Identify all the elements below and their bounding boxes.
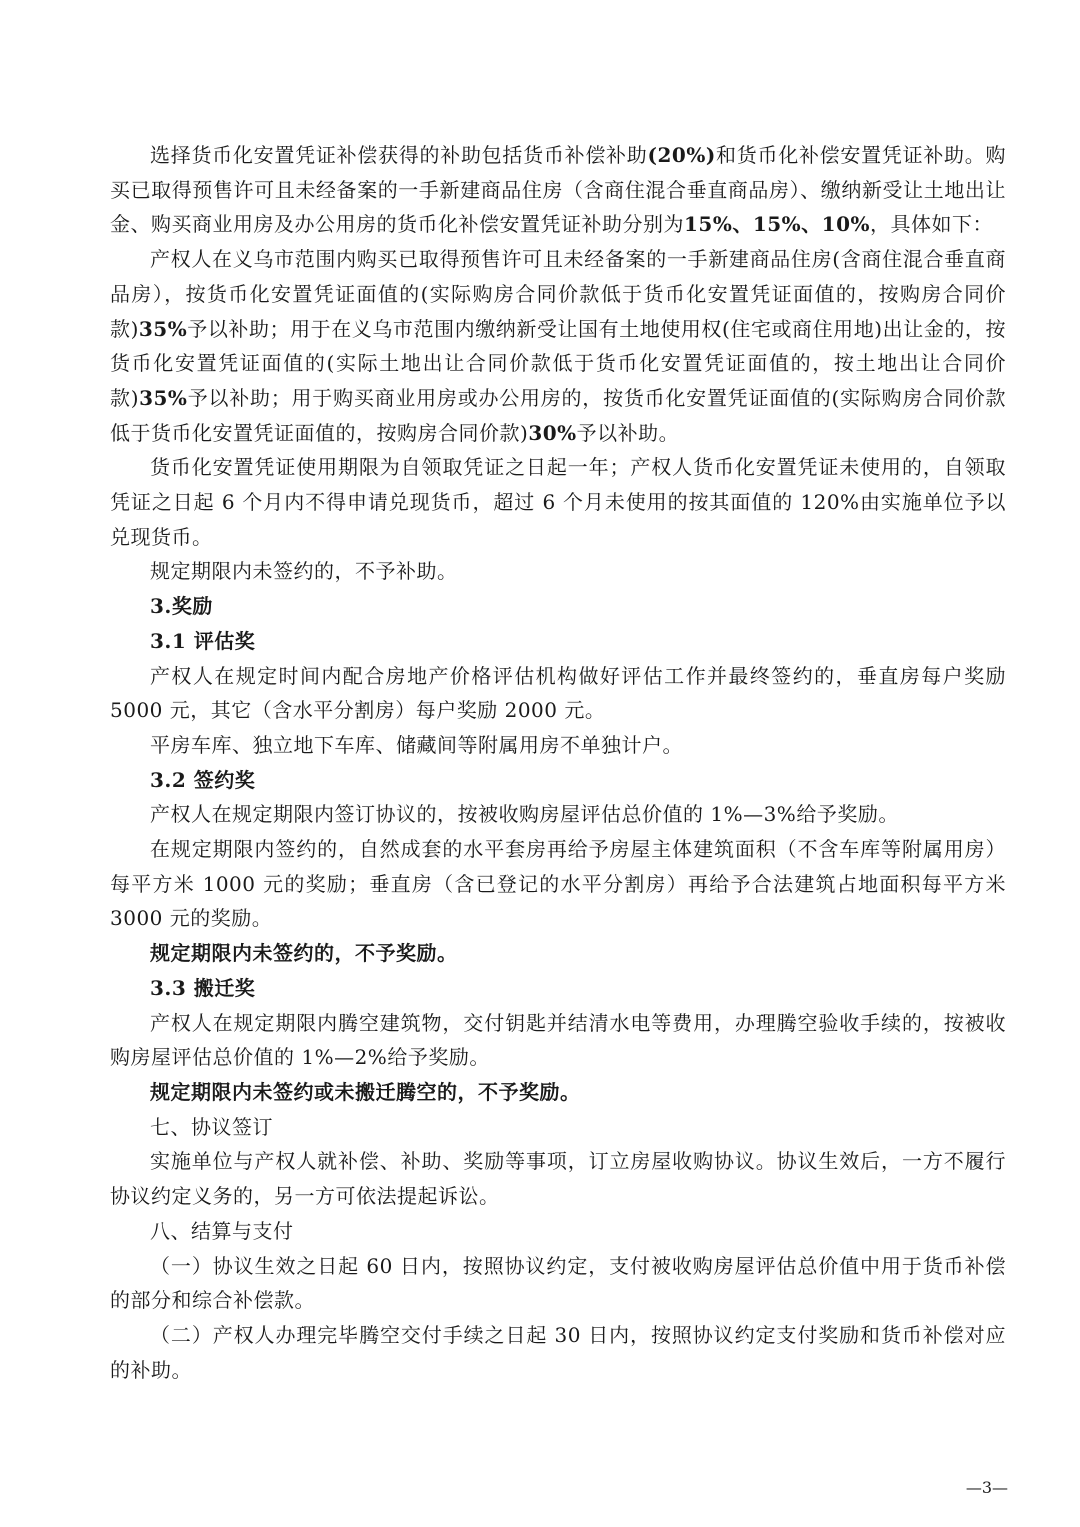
document-body <box>110 138 1006 1387</box>
paragraph-no-relocation-reward: 规定期限内未签约或未搬迁腾空的，不予奖励。 <box>150 1079 581 1104</box>
paragraph-subsidy-details: 产权人在义乌市范围内购买已取得预售许可且未经备案的一手新建商品住房(含商住混合垂直商品房），按货币化安置凭证面值的(实际购房合同价款低于货币化安置凭证面值的，按购房合同价款)35%予以补助；用于在义乌市范围内缴纳新受让国有土地使用权(住宅或商住用地)出让金的，按货币化安置凭证面值的(实际土地出让合同价款低于货币化安置凭证面值的，按土地出让合同价款)35%予以补助；用于购买商业用房或办公用房的，按货币化安置凭证面值的(实际购房合同价款低于货币化安置凭证面值的，按购房合同价款)30%予以补助。 <box>110 247 1006 445</box>
paragraph-no-signing-reward: 规定期限内未签约的，不予奖励。 <box>150 941 458 966</box>
paragraph-voucher-validity: 货币化安置凭证使用期限为自领取凭证之日起一年；产权人货币化安置凭证未使用的，自领取凭证之日起 6 个月内不得申请兑现货币，超过 6 个月未使用的按其面值的 120%由实施单位予以兑现货币。 <box>110 455 1006 549</box>
paragraph-no-subsidy: 规定期限内未签约的，不予补助。 <box>150 559 458 584</box>
heading-agreement-signing: 七、协议签订 <box>150 1114 273 1139</box>
paragraph-signing-area-reward: 在规定期限内签约的，自然成套的水平套房再给予房屋主体建筑面积（不含车库等附属用房）每平方米 1000 元的奖励；垂直房（含已登记的水平分割房）再给予合法建筑占地面积每平方米 3000 元的奖励。 <box>110 837 1006 931</box>
paragraph-subsidy-overview: 选择货币化安置凭证补偿获得的补助包括货币补偿补助(20%)和货币化补偿安置凭证补助。购买已取得预售许可且未经备案的一手新建商品住房（含商住混合垂直商品房）、缴纳新受让土地出让金、购买商业用房及办公用房的货币化补偿安置凭证补助分别为15%、15%、10%，具体如下： <box>110 143 1007 237</box>
paragraph-payment-first: （一）协议生效之日起 60 日内，按照协议约定，支付被收购房屋评估总价值中用于货币补偿的部分和综合补偿款。 <box>110 1253 1006 1313</box>
paragraph-payment-second: （二）产权人办理完毕腾空交付手续之日起 30 日内，按照协议约定支付奖励和货币补偿对应的补助。 <box>110 1322 1006 1382</box>
heading-relocation-reward: 3.3 搬迁奖 <box>150 975 256 1000</box>
paragraph-relocation-reward: 产权人在规定期限内腾空建筑物，交付钥匙并结清水电等费用，办理腾空验收手续的，按被收购房屋评估总价值的 1%—2%给予奖励。 <box>110 1010 1006 1070</box>
page-number: —3— <box>965 1478 1008 1497</box>
heading-signing-reward: 3.2 签约奖 <box>150 767 256 792</box>
paragraph-assessment-reward: 产权人在规定时间内配合房地产价格评估机构做好评估工作并最终签约的，垂直房每户奖励 5000 元，其它（含水平分割房）每户奖励 2000 元。 <box>110 663 1006 723</box>
paragraph-ancillary-rooms: 平房车库、独立地下车库、储藏间等附属用房不单独计户。 <box>150 732 683 757</box>
paragraph-signing-reward: 产权人在规定期限内签订协议的，按被收购房屋评估总价值的 1%—3%给予奖励。 <box>150 802 899 827</box>
heading-reward: 3.奖励 <box>150 594 213 619</box>
heading-settlement-payment: 八、结算与支付 <box>150 1218 294 1243</box>
paragraph-agreement-signing: 实施单位与产权人就补偿、补助、奖励等事项，订立房屋收购协议。协议生效后，一方不履行协议约定义务的，另一方可依法提起诉讼。 <box>110 1149 1006 1209</box>
heading-assessment-reward: 3.1 评估奖 <box>150 628 256 653</box>
